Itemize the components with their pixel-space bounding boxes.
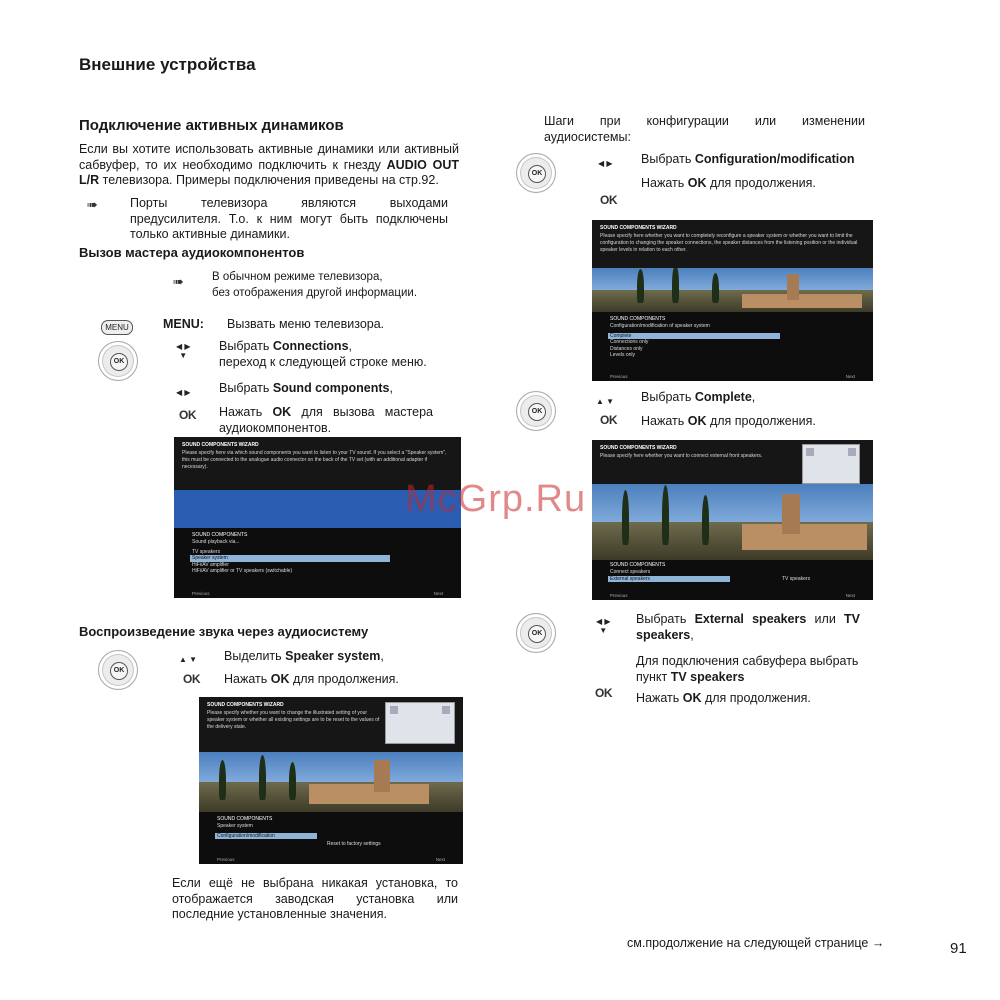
tv-screen-speaker-system: SOUND COMPONENTS WIZARD Please specify whether you want to change the illustrated setting of your speaker system or whether all existing settings are to be reset to the values of the delivery state. SOUND COMPONENTS Speaker system Configuration/modification Reset to factory settings Previous Next: [199, 697, 463, 864]
press-ok-step: Нажать OK для продолжения.: [641, 176, 816, 190]
left-right-down-arrows-icon: ◀ ▶ ▼: [176, 342, 191, 360]
ok-key-icon: OK: [179, 408, 196, 422]
page-number: 91: [950, 940, 967, 957]
press-ok-step: Нажать OK для продолжения.: [636, 691, 811, 705]
ok-navigation-pad-icon: [98, 650, 138, 690]
intro-paragraph: Если вы хотите использовать активные динамики или активный сабвуфер, то их необходимо подключить к гнезду AUDIO OUT L/R телевизора. Примеры подключения приведены на стр.92.: [79, 142, 459, 187]
ok-key-icon: OK: [595, 686, 612, 700]
select-complete-step: Выбрать Complete,: [641, 390, 756, 404]
ok-navigation-pad-icon: [516, 391, 556, 431]
select-sound-components-step: Выбрать Sound components,: [219, 381, 393, 395]
press-ok-continue-step: Нажать OK для продолжения.: [224, 672, 399, 686]
press-ok-wizard-step: Нажать OK для вызова мастера аудиокомпонентов.: [219, 405, 433, 435]
wizard-title: Вызов мастера аудиокомпонентов: [79, 245, 305, 260]
tv-screen-sound-components: SOUND COMPONENTS WIZARD Please specify here via which sound components you want to listen to your TV sound. If you select a "Speaker system", this must be connected to the analogue audio connector on the back of the TV set (with an additional adapter if necessary). SOUND COMPONENTS Sound playback via... TV speakers Speaker system HiFi/AV amplifier HiFi/AV amplifier or TV speakers (switchable) Previous Next: [174, 437, 461, 598]
ok-navigation-pad-icon: [98, 341, 138, 381]
tv-screen-configuration: SOUND COMPONENTS WIZARD Please specify here whether you want to completely reconfigure a speaker system or whether you want to limit the configuration to changing the speaker connections, the speaker distances from the listening position or the individual speaker levels in relation to each other. SOUND COMPONENTS Configuration/modification of speaker system Complete Connections only Distances only Levels only Previous Next: [592, 220, 873, 381]
left-right-arrows-icon: ◀ ▶: [176, 388, 191, 397]
note-normal-mode: В обычном режиме телевизора, без отображения другой информации.: [212, 271, 418, 299]
ok-navigation-pad-icon: [516, 153, 556, 193]
menu-step-text: Вызвать меню телевизора.: [227, 317, 385, 331]
tv-screen-connect-speakers: SOUND COMPONENTS WIZARD Please specify here whether you want to connect external front speakers. SOUND COMPONENTS Connect speakers External speakers TV speakers Previous Next: [592, 440, 873, 600]
ok-key-icon: OK: [183, 672, 200, 686]
up-down-arrows-icon: ▲ ▼: [596, 397, 615, 406]
select-speakers-step: Выбрать External speakers или TV speakers,: [636, 612, 860, 642]
ok-navigation-pad-icon: [516, 613, 556, 653]
note-arrow-icon: ➠: [173, 274, 184, 289]
menu-key-icon: MENU: [101, 320, 133, 335]
up-down-arrows-icon: ▲ ▼: [179, 655, 198, 664]
left-right-down-arrows-icon: ◀ ▶ ▼: [596, 617, 611, 635]
ok-key-icon: OK: [600, 413, 617, 427]
subwoofer-note: Для подключения сабвуфера выбрать пункт TV speakers: [636, 654, 859, 684]
watermark: McGrp.Ru: [405, 478, 587, 520]
ok-key-icon: OK: [600, 193, 617, 207]
select-connections-step: Выбрать Connections, переход к следующей строке меню.: [219, 339, 427, 369]
left-right-arrows-icon: ◀ ▶: [598, 159, 613, 168]
continue-note: см.продолжение на следующей странице →: [627, 936, 885, 950]
note-preamp: Порты телевизора являются выходами предусилителя. Т.о. к ним могут быть подключены только активные динамики.: [130, 196, 448, 241]
factory-note: Если ещё не выбрана никакая установка, то отображается заводская установка или последние установленные значения.: [172, 876, 458, 921]
page-header: Внешние устройства: [79, 55, 256, 74]
menu-step: MENU:: [163, 317, 204, 331]
note-arrow-icon: ➠: [87, 197, 98, 212]
highlight-speaker-step: Выделить Speaker system,: [224, 649, 384, 663]
playback-title: Воспроизведение звука через аудиосистему: [79, 624, 369, 639]
press-ok-step: Нажать OK для продолжения.: [641, 414, 816, 428]
section-title: Подключение активных динамиков: [79, 117, 344, 134]
select-config-step: Выбрать Configuration/modification: [641, 152, 855, 166]
steps-intro: Шаги при конфигурации или изменении аудиосистемы:: [544, 114, 865, 144]
